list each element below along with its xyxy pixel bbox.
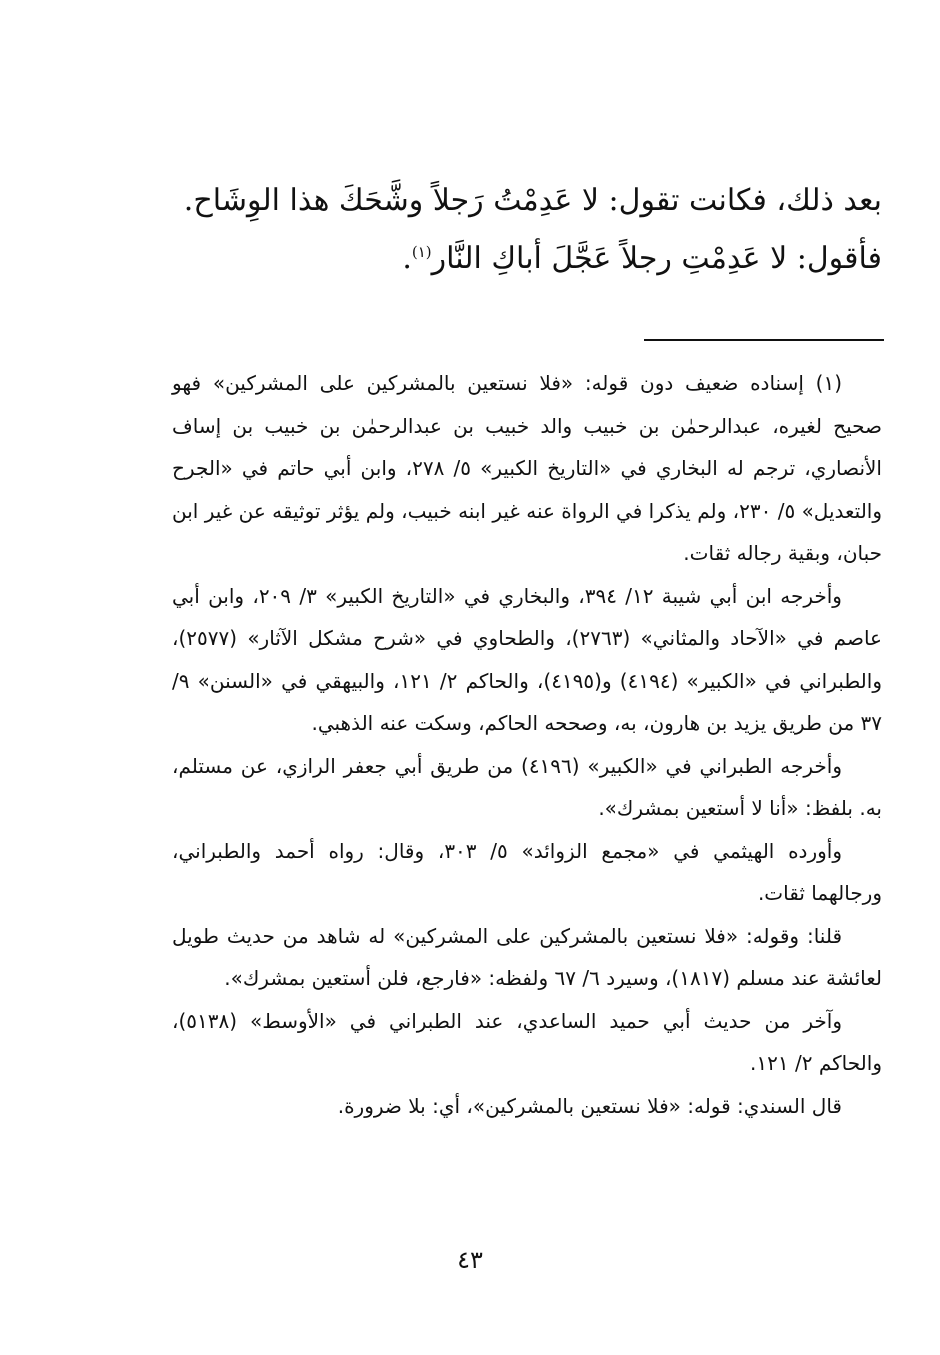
- footnote-paragraph: وأخرجه ابن أبي شيبة ١٢/ ٣٩٤، والبخاري في «التاريخ الكبير» ٣/ ٢٠٩، وابن أبي عاصم في «الآحاد والمثاني» (٢٧٦٣)، والطحاوي في «شرح مشكل الآثار» (٢٥٧٧)، والطبراني في «الكبير» (٤١٩٤) و(٤١٩٥)، والحاكم ٢/ ١٢١، والبيهقي في «السنن» ٩/ ٣٧ من طريق يزيد بن هارون، به، وصححه الحاكم، وسكت عنه الذهبي.: [172, 583, 882, 735]
- main-text-line-end: .: [402, 241, 412, 276]
- footnote-paragraph: وأخرجه الطبراني في «الكبير» (٤١٩٦) من طريق أبي جعفر الرازي، عن مستلم، به. بلفظ: «أنا لا أستعين بمشرك».: [172, 753, 882, 820]
- main-text-line: [122, 230, 882, 288]
- footnote-paragraph: وأورده الهيثمي في «مجمع الزوائد» ٥/ ٣٠٣، وقال: رواه أحمد والطبراني، ورجالهما ثقات.: [172, 838, 882, 905]
- footnote-paragraph: وآخر من حديث أبي حميد الساعدي، عند الطبراني في «الأوسط» (٥١٣٨)، والحاكم ٢/ ١٢١.: [172, 1008, 882, 1075]
- footnote-paragraph: (١) إسناده ضعيف دون قوله: «فلا نستعين بالمشركين على المشركين» فهو صحيح لغيره، عبدالرحمٰن بن خبيب والد خبيب بن عبدالرحمٰن بن خبيب بن إساف الأنصاري، ترجم له البخاري في «التاريخ الكبير» ٥/ ٢٧٨، وابن أبي حاتم في «الجرح والتعديل» ٥/ ٢٣٠، ولم يذكرا في الرواة عنه غير ابنه خبيب، ولم يؤثر توثيقه عن غير ابن حبان، وبقية رجاله ثقات.: [172, 371, 883, 565]
- footnote-separator: [644, 339, 884, 341]
- footnote-reference: (١): [411, 243, 432, 261]
- footnote-paragraph: قال السندي: قوله: «فلا نستعين بالمشركين»، أي: بلا ضرورة.: [337, 1093, 842, 1118]
- main-text-line: بعد ذلك، فكانت تقول: لا عَدِمْتُ رَجلاً وشَّحَكَ هذا الوِشَاح.: [183, 183, 882, 218]
- footnotes: [172, 362, 882, 1127]
- page-number: ٤٣: [457, 1246, 483, 1274]
- main-text-line-body: فأقول: لا عَدِمْتِ رجلاً عَجَّلَ أباكِ النَّار: [431, 241, 882, 276]
- footnote-paragraph: قلنا: وقوله: «فلا نستعين بالمشركين على المشركين» له شاهد من حديث طويل لعائشة عند مسلم (١٨١٧)، وسيرد ٦/ ٦٧ ولفظه: «فارجع، فلن أستعين بمشرك».: [172, 923, 882, 990]
- main-text: [122, 172, 882, 288]
